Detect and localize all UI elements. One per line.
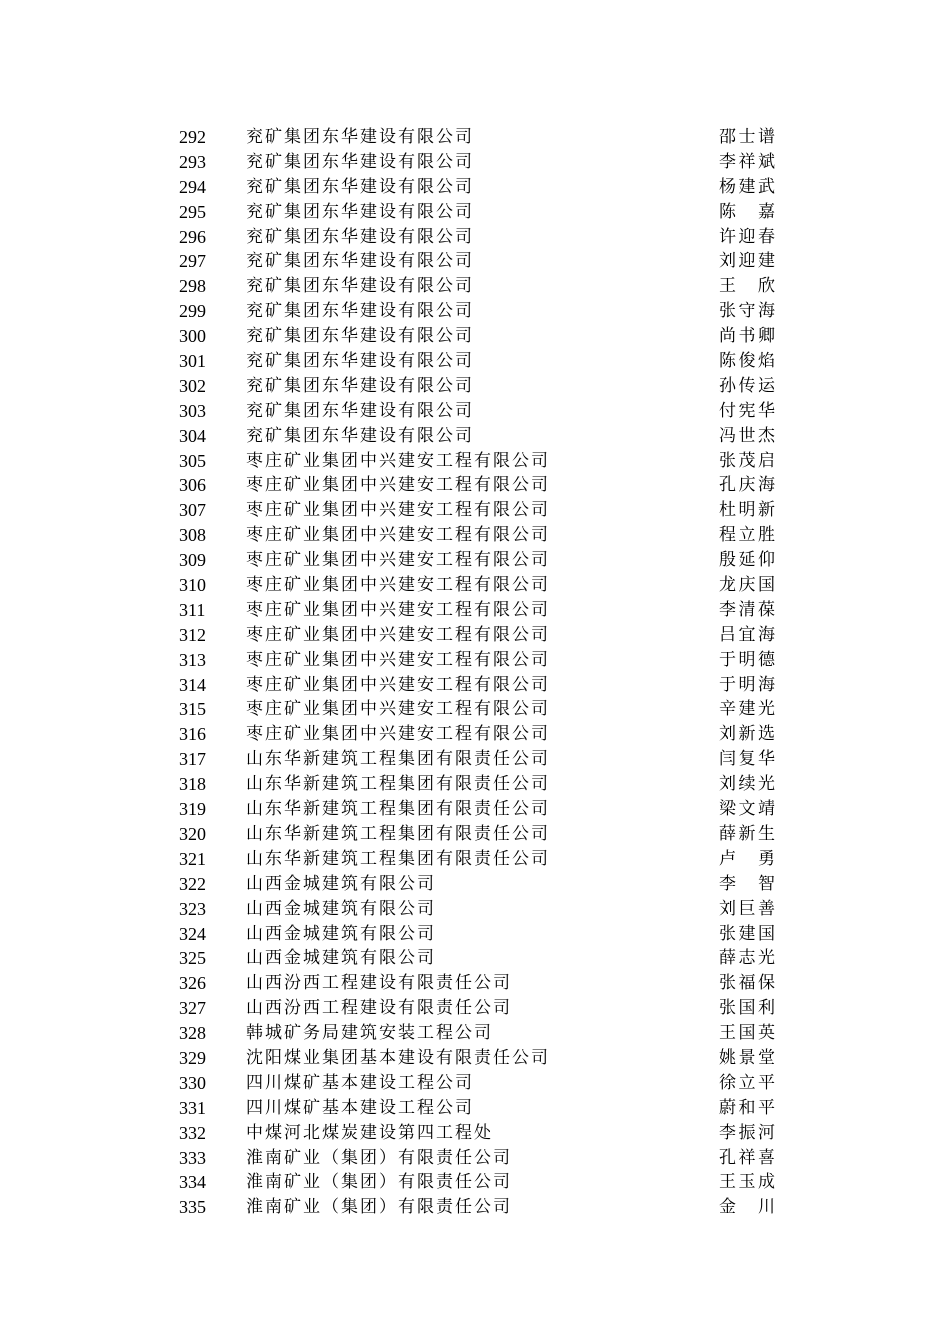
company-name: 兖矿集团东华建设有限公司	[246, 400, 474, 421]
person-name: 陈 嘉	[719, 201, 775, 222]
roster-row	[0, 125, 950, 150]
person-name: 孔庆海	[719, 475, 775, 496]
roster-row	[0, 648, 950, 673]
row-number: 306	[179, 475, 206, 496]
row-number: 307	[179, 500, 206, 521]
person-name: 王玉成	[719, 1172, 775, 1193]
person-name: 于明海	[719, 674, 775, 695]
company-name: 枣庄矿业集团中兴建安工程有限公司	[246, 525, 550, 546]
company-name: 枣庄矿业集团中兴建安工程有限公司	[246, 550, 550, 571]
company-name: 枣庄矿业集团中兴建安工程有限公司	[246, 599, 550, 620]
roster-row	[0, 1096, 950, 1121]
company-name: 四川煤矿基本建设工程公司	[246, 1097, 474, 1118]
person-name: 于明德	[719, 649, 775, 670]
company-name: 兖矿集团东华建设有限公司	[246, 226, 474, 247]
roster-row	[0, 797, 950, 822]
person-name: 蔚和平	[719, 1097, 775, 1118]
company-name: 枣庄矿业集团中兴建安工程有限公司	[246, 475, 550, 496]
row-number: 329	[179, 1047, 206, 1068]
roster-row	[0, 399, 950, 424]
company-name: 兖矿集团东华建设有限公司	[246, 276, 474, 297]
roster-row	[0, 722, 950, 747]
row-number: 295	[179, 201, 206, 222]
roster-row	[0, 523, 950, 548]
person-name: 刘续光	[719, 774, 775, 795]
roster-row	[0, 299, 950, 324]
roster-row	[0, 971, 950, 996]
roster-row	[0, 996, 950, 1021]
person-name: 卢 勇	[719, 848, 775, 869]
company-name: 兖矿集团东华建设有限公司	[246, 326, 474, 347]
row-number: 332	[179, 1122, 206, 1143]
person-name: 邵士谱	[719, 127, 775, 147]
roster-row	[0, 249, 950, 274]
row-number: 322	[179, 873, 206, 894]
row-number: 294	[179, 176, 206, 197]
row-number: 334	[179, 1172, 206, 1193]
roster-row	[0, 548, 950, 573]
row-number: 330	[179, 1072, 206, 1093]
company-name: 兖矿集团东华建设有限公司	[246, 151, 474, 172]
person-name: 杨建武	[719, 176, 775, 197]
person-name: 许迎春	[719, 226, 775, 247]
person-name: 杜明新	[719, 500, 775, 521]
company-name: 兖矿集团东华建设有限公司	[246, 251, 474, 272]
company-name: 四川煤矿基本建设工程公司	[246, 1072, 474, 1093]
company-name: 枣庄矿业集团中兴建安工程有限公司	[246, 500, 550, 521]
row-number: 293	[179, 151, 206, 172]
row-number: 328	[179, 1023, 206, 1044]
row-number: 302	[179, 375, 206, 396]
roster-row	[0, 772, 950, 797]
row-number: 305	[179, 450, 206, 471]
row-number: 298	[179, 276, 206, 297]
company-name: 枣庄矿业集团中兴建安工程有限公司	[246, 674, 550, 695]
row-number: 333	[179, 1147, 206, 1168]
person-name: 吕宜海	[719, 624, 775, 645]
row-number: 303	[179, 400, 206, 421]
roster-row	[0, 349, 950, 374]
roster-row	[0, 324, 950, 349]
roster-row	[0, 1071, 950, 1096]
company-name: 山东华新建筑工程集团有限责任公司	[246, 774, 550, 795]
roster-row	[0, 872, 950, 897]
roster-row	[0, 225, 950, 250]
person-name: 程立胜	[719, 525, 775, 546]
roster-row	[0, 498, 950, 523]
roster-row	[0, 150, 950, 175]
person-name: 张建国	[719, 923, 775, 944]
person-name: 孙传运	[719, 375, 775, 396]
roster-row	[0, 822, 950, 847]
row-number: 335	[179, 1197, 206, 1218]
person-name: 龙庆国	[719, 575, 775, 596]
row-number: 318	[179, 774, 206, 795]
company-name: 中煤河北煤炭建设第四工程处	[246, 1122, 493, 1143]
person-name: 李清葆	[719, 599, 775, 620]
person-name: 刘巨善	[719, 898, 775, 919]
row-number: 315	[179, 699, 206, 720]
company-name: 山东华新建筑工程集团有限责任公司	[246, 848, 550, 869]
roster-row	[0, 424, 950, 449]
company-name: 兖矿集团东华建设有限公司	[246, 201, 474, 222]
row-number: 311	[179, 599, 206, 620]
roster-row	[0, 922, 950, 947]
row-number: 316	[179, 724, 206, 745]
company-name: 淮南矿业（集团）有限责任公司	[246, 1197, 512, 1218]
row-number: 317	[179, 749, 206, 770]
row-number: 310	[179, 575, 206, 596]
roster-row	[0, 374, 950, 399]
person-name: 王 欣	[719, 276, 775, 297]
row-number: 326	[179, 973, 206, 994]
person-name: 陈俊焰	[719, 351, 775, 372]
roster-row	[0, 697, 950, 722]
roster-row	[0, 1195, 950, 1220]
roster-row	[0, 175, 950, 200]
roster-row	[0, 946, 950, 971]
company-name: 兖矿集团东华建设有限公司	[246, 425, 474, 446]
company-name: 沈阳煤业集团基本建设有限责任公司	[246, 1047, 550, 1068]
person-name: 王国英	[719, 1023, 775, 1044]
row-number: 299	[179, 301, 206, 322]
company-name: 山西汾西工程建设有限责任公司	[246, 998, 512, 1019]
person-name: 张国利	[719, 998, 775, 1019]
person-name: 刘新选	[719, 724, 775, 745]
roster-row	[0, 573, 950, 598]
row-number: 312	[179, 624, 206, 645]
person-name: 刘迎建	[719, 251, 775, 272]
row-number: 301	[179, 351, 206, 372]
company-name: 山西汾西工程建设有限责任公司	[246, 973, 512, 994]
row-number: 308	[179, 525, 206, 546]
roster-row	[0, 1021, 950, 1046]
person-name: 闫复华	[719, 749, 775, 770]
company-name: 韩城矿务局建筑安装工程公司	[246, 1023, 493, 1044]
company-name: 淮南矿业（集团）有限责任公司	[246, 1147, 512, 1168]
row-number: 323	[179, 898, 206, 919]
roster-row	[0, 1121, 950, 1146]
company-name: 枣庄矿业集团中兴建安工程有限公司	[246, 724, 550, 745]
row-number: 297	[179, 251, 206, 272]
company-name: 兖矿集团东华建设有限公司	[246, 301, 474, 322]
company-name: 山东华新建筑工程集团有限责任公司	[246, 823, 550, 844]
roster-row	[0, 673, 950, 698]
row-number: 304	[179, 425, 206, 446]
company-name: 兖矿集团东华建设有限公司	[246, 351, 474, 372]
person-name: 张茂启	[719, 450, 775, 471]
company-name: 枣庄矿业集团中兴建安工程有限公司	[246, 575, 550, 596]
person-name: 薛志光	[719, 948, 775, 969]
person-name: 姚景堂	[719, 1047, 775, 1068]
company-name: 枣庄矿业集团中兴建安工程有限公司	[246, 624, 550, 645]
row-number: 324	[179, 923, 206, 944]
person-name: 冯世杰	[719, 425, 775, 446]
company-name: 枣庄矿业集团中兴建安工程有限公司	[246, 699, 550, 720]
person-name: 李 智	[719, 873, 775, 894]
company-name: 兖矿集团东华建设有限公司	[246, 176, 474, 197]
company-name: 山东华新建筑工程集团有限责任公司	[246, 749, 550, 770]
person-name: 薛新生	[719, 823, 775, 844]
company-name: 枣庄矿业集团中兴建安工程有限公司	[246, 450, 550, 471]
person-name: 张守海	[719, 301, 775, 322]
person-name: 孔祥喜	[719, 1147, 775, 1168]
roster-row	[0, 274, 950, 299]
row-number: 296	[179, 226, 206, 247]
roster-row	[0, 1046, 950, 1071]
row-number: 331	[179, 1097, 206, 1118]
roster-row	[0, 747, 950, 772]
company-name: 兖矿集团东华建设有限公司	[246, 127, 474, 147]
person-name: 李振河	[719, 1122, 775, 1143]
roster-row	[0, 598, 950, 623]
company-name: 兖矿集团东华建设有限公司	[246, 375, 474, 396]
company-name: 山西金城建筑有限公司	[246, 948, 436, 969]
person-name: 梁文靖	[719, 799, 775, 820]
roster-row	[0, 473, 950, 498]
row-number: 321	[179, 848, 206, 869]
person-name: 辛建光	[719, 699, 775, 720]
roster-row	[0, 200, 950, 225]
person-name: 尚书卿	[719, 326, 775, 347]
roster-row	[0, 847, 950, 872]
person-name: 金 川	[719, 1197, 775, 1218]
row-number: 327	[179, 998, 206, 1019]
roster-list	[0, 125, 950, 1220]
roster-row	[0, 897, 950, 922]
roster-row	[0, 623, 950, 648]
company-name: 淮南矿业（集团）有限责任公司	[246, 1172, 512, 1193]
row-number: 313	[179, 649, 206, 670]
person-name: 李祥斌	[719, 151, 775, 172]
person-name: 张福保	[719, 973, 775, 994]
person-name: 徐立平	[719, 1072, 775, 1093]
row-number: 325	[179, 948, 206, 969]
company-name: 山西金城建筑有限公司	[246, 898, 436, 919]
roster-row	[0, 1146, 950, 1171]
row-number: 319	[179, 799, 206, 820]
company-name: 山东华新建筑工程集团有限责任公司	[246, 799, 550, 820]
row-number: 292	[179, 127, 206, 147]
person-name: 殷延仰	[719, 550, 775, 571]
company-name: 山西金城建筑有限公司	[246, 923, 436, 944]
company-name: 山西金城建筑有限公司	[246, 873, 436, 894]
row-number: 314	[179, 674, 206, 695]
roster-row	[0, 1170, 950, 1195]
person-name: 付宪华	[719, 400, 775, 421]
row-number: 320	[179, 823, 206, 844]
row-number: 300	[179, 326, 206, 347]
roster-row	[0, 449, 950, 474]
company-name: 枣庄矿业集团中兴建安工程有限公司	[246, 649, 550, 670]
row-number: 309	[179, 550, 206, 571]
